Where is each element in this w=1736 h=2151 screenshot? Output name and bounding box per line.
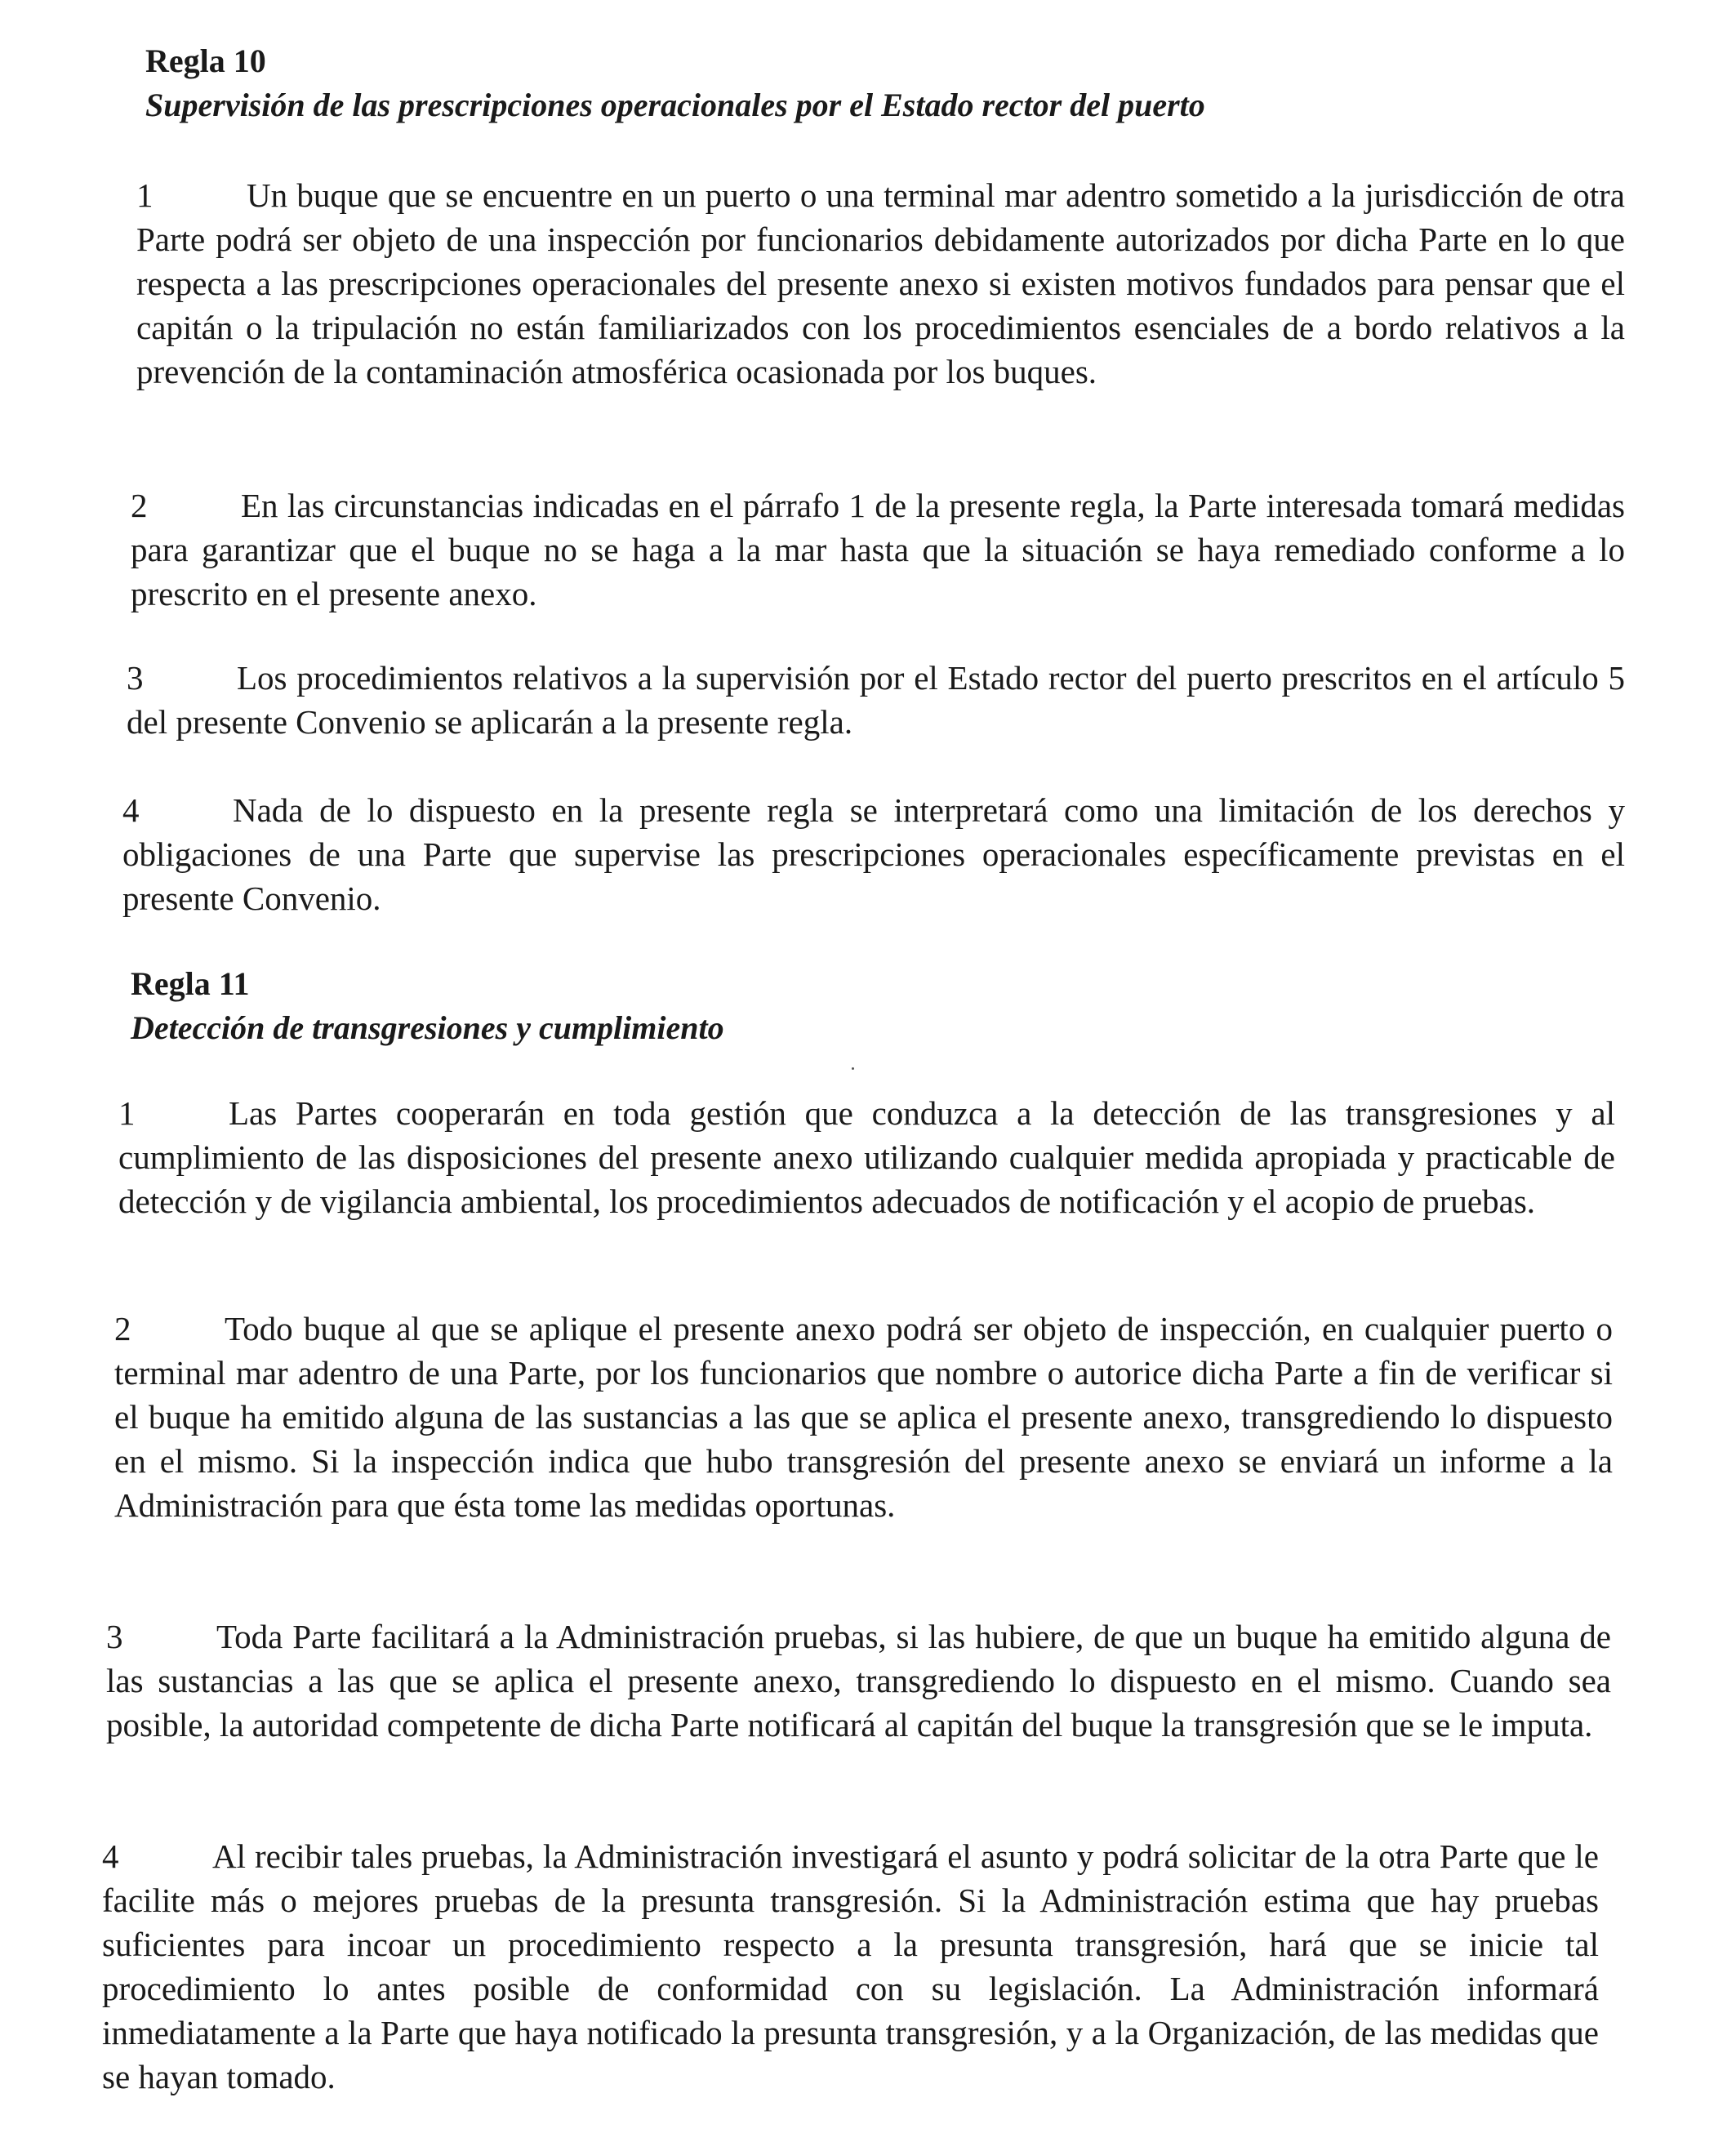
paragraph-text: Toda Parte facilitará a la Administración pruebas, si las hubiere, de que un buque ha emitido alguna de las sustancias a las que se aplica el presente anexo, transgrediendo lo dispuesto en el mismo. Cuando sea posible, la autoridad competente de dicha Parte notificará al capitán del buque la transgresión que se le imputa. [106, 1618, 1611, 1744]
paragraph-text: Las Partes cooperarán en toda gestión que conduzca a la detección de las transgresiones y al cumplimiento de las disposiciones del presente anexo utilizando cualquier medida apropiada y practicable de detección y de vigilancia ambiental, los procedimientos adecuados de notificación y el acopio de pruebas. [118, 1094, 1615, 1220]
paragraph-text: En las circunstancias indicadas en el párrafo 1 de la presente regla, la Parte interesada tomará medidas para garantizar que el buque no se haga a la mar hasta que la situación se haya remediado conforme a lo prescrito en el presente anexo. [131, 487, 1625, 612]
rule-11-paragraph-1 [118, 1091, 1615, 1223]
paragraph-number: 3 [106, 1618, 123, 1655]
paragraph-text: Nada de lo dispuesto en la presente regla se interpretará como una limitación de los derechos y obligaciones de una Parte que supervise las prescripciones operacionales específicamente previstas en el presente Convenio. [122, 791, 1625, 917]
rule-11-paragraph-3 [106, 1614, 1611, 1747]
paragraph-number: 1 [136, 176, 154, 214]
paragraph-number: 2 [131, 487, 148, 524]
paragraph-text: Un buque que se encuentre en un puerto o una terminal mar adentro sometido a la jurisdicción de otra Parte podrá ser objeto de una inspección por funcionarios debidamente autorizados por dicha Parte en lo que respecta a las prescripciones operacionales del presente anexo si existen motivos fundados para pensar que el capitán o la tripulación no están familiarizados con los procedimientos esenciales de a bordo relativos a la prevención de la contaminación atmosférica ocasionada por los buques. [136, 176, 1625, 390]
rule-11-heading [131, 962, 1682, 1050]
paragraph-number: 2 [114, 1310, 131, 1347]
rule-10-paragraph-3 [127, 656, 1625, 744]
paragraph-text: Todo buque al que se aplique el presente anexo podrá ser objeto de inspección, en cualquier puerto o terminal mar adentro de una Parte, por los funcionarios que nombre o autorice dicha Parte a fin de verificar si el buque ha emitido alguna de las sustancias a las que se aplica el presente anexo, transgrediendo lo dispuesto en el mismo. Si la inspección indica que hubo transgresión del presente anexo se enviará un informe a la Administración para que ésta tome las medidas oportunas. [114, 1310, 1613, 1524]
rule-11-title: Regla 11 [131, 965, 250, 1002]
rule-11-paragraph-2 [114, 1307, 1613, 1527]
paragraph-number: 1 [118, 1094, 136, 1132]
rule-10-paragraph-4 [122, 788, 1625, 920]
paragraph-text: Los procedimientos relativos a la supervisión por el Estado rector del puerto prescritos en el artículo 5 del presente Convenio se aplicarán a la presente regla. [127, 659, 1625, 741]
rule-11-paragraph-4 [102, 1834, 1599, 2099]
rule-10-heading [145, 39, 1697, 127]
rule-10-paragraph-2 [131, 483, 1625, 616]
rule-10-subtitle: Supervisión de las prescripciones operacionales por el Estado rector del puerto [145, 87, 1205, 123]
rule-11-subtitle: Detección de transgresiones y cumplimiento [131, 1009, 724, 1046]
paragraph-number: 4 [102, 1837, 119, 1875]
rule-10-title: Regla 10 [145, 42, 266, 79]
rule-10-paragraph-1 [136, 173, 1625, 394]
paragraph-text: Al recibir tales pruebas, la Administración investigará el asunto y podrá solicitar de la otra Parte que le facilite más o mejores pruebas de la presunta transgresión. Si la Administración estima que hay pruebas suficientes para incoar un procedimiento respecto a la presunta transgresión, hará que se inicie tal procedimiento lo antes posible de conformidad con su legislación. La Administración informará inmediatamente a la Parte que haya notificado la presunta transgresión, y a la Organización, de las medidas que se hayan tomado. [102, 1837, 1599, 2095]
paragraph-number: 3 [127, 659, 144, 697]
scan-speck [852, 1067, 854, 1070]
paragraph-number: 4 [122, 791, 140, 829]
